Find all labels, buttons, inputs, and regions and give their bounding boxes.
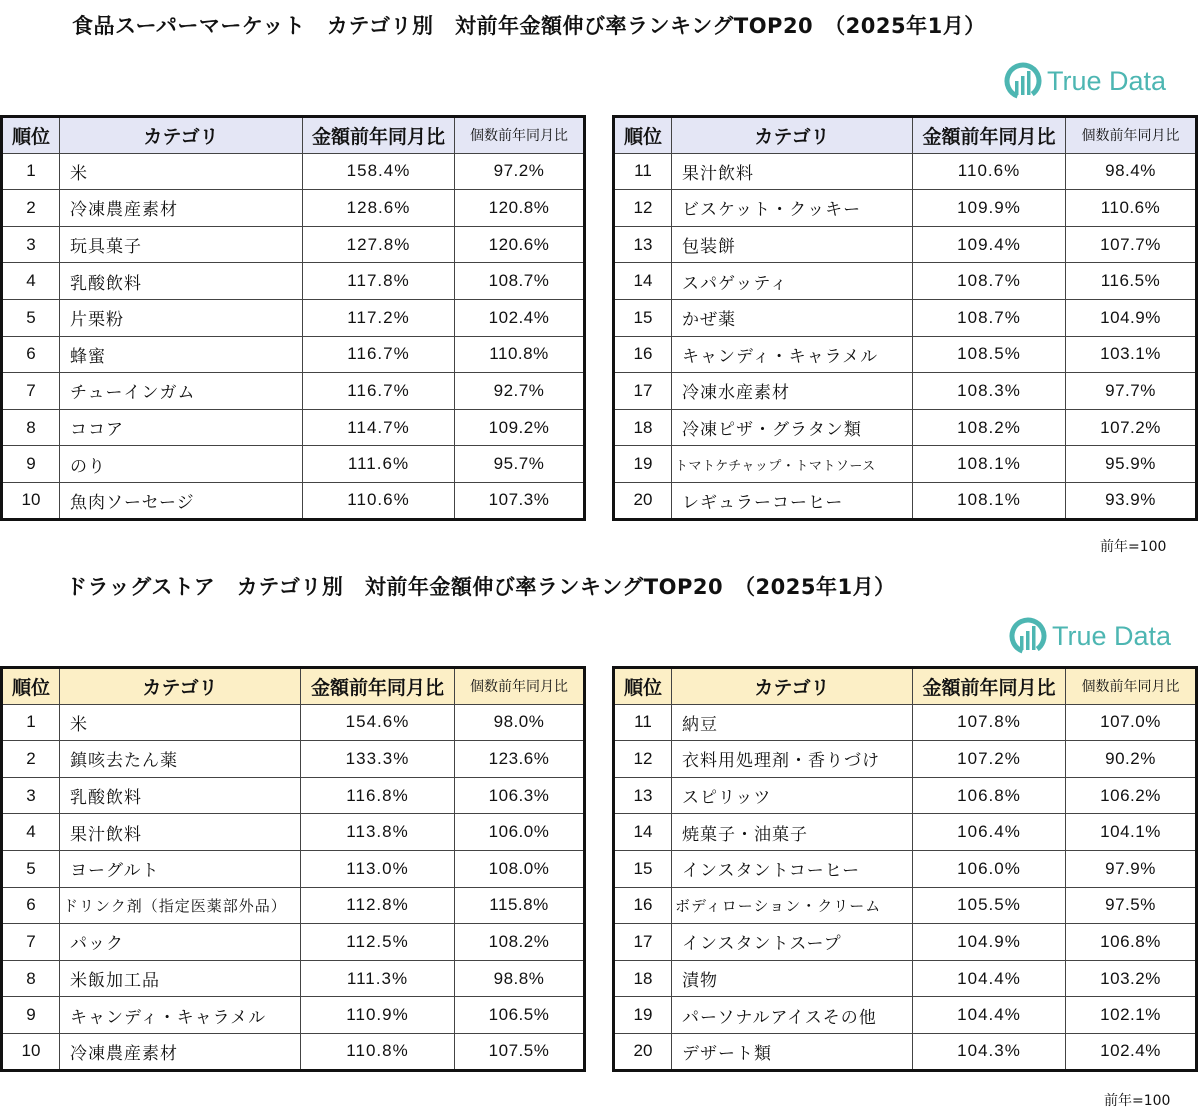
category-cell: 片栗粉: [60, 299, 303, 336]
truedata-logo: [1003, 61, 1166, 101]
rank-cell: 15: [614, 299, 672, 336]
category-cell: のり: [60, 446, 303, 483]
category-cell: キャンディ・キャラメル: [60, 997, 301, 1034]
amount-cell: 127.8%: [303, 226, 455, 263]
header-amount-yoy: 金額前年同月比: [913, 117, 1066, 154]
table-row: [2, 226, 585, 263]
quantity-cell: 120.6%: [455, 226, 585, 263]
header-amount-yoy: 金額前年同月比: [303, 117, 455, 154]
amount-cell: 113.8%: [301, 814, 455, 851]
quantity-cell: 104.1%: [1066, 814, 1197, 851]
table-row: [614, 887, 1197, 924]
category-cell: ヨーグルト: [60, 850, 301, 887]
table-row: [2, 263, 585, 300]
truedata-logo: [1008, 616, 1171, 656]
category-cell: 冷凍農産素材: [60, 190, 303, 227]
amount-cell: 107.2%: [913, 741, 1066, 778]
amount-cell: 104.3%: [913, 1033, 1066, 1070]
quantity-cell: 107.0%: [1066, 704, 1197, 741]
category-cell: インスタントコーヒー: [672, 850, 913, 887]
header-rank: 順位: [614, 117, 672, 154]
header-rank: 順位: [2, 668, 60, 705]
quantity-cell: 106.0%: [455, 814, 585, 851]
amount-cell: 128.6%: [303, 190, 455, 227]
quantity-cell: 110.6%: [1066, 190, 1197, 227]
table-row: [2, 153, 585, 190]
quantity-cell: 90.2%: [1066, 741, 1197, 778]
category-cell: かぜ薬: [672, 299, 913, 336]
amount-cell: 108.1%: [913, 482, 1066, 519]
quantity-cell: 102.1%: [1066, 997, 1197, 1034]
category-cell: ビスケット・クッキー: [672, 190, 913, 227]
rank-cell: 17: [614, 924, 672, 961]
category-cell: パーソナルアイスその他: [672, 997, 913, 1034]
table-row: [2, 190, 585, 227]
rank-cell: 19: [614, 446, 672, 483]
table-row: [614, 924, 1197, 961]
amount-cell: 109.9%: [913, 190, 1066, 227]
amount-cell: 108.2%: [913, 409, 1066, 446]
baseline-note: 前年=100: [1104, 1093, 1171, 1109]
table-row: [614, 777, 1197, 814]
rank-cell: 1: [2, 153, 60, 190]
drugstore-title: ドラッグストア カテゴリ別 対前年金額伸び率ランキングTOP20 （2025年1月）: [66, 575, 896, 599]
rank-cell: 12: [614, 741, 672, 778]
quantity-cell: 98.4%: [1066, 153, 1197, 190]
category-cell: ボディローション・クリーム: [672, 887, 913, 924]
amount-cell: 110.8%: [301, 1033, 455, 1070]
rank-cell: 16: [614, 887, 672, 924]
category-cell: パック: [60, 924, 301, 961]
quantity-cell: 98.0%: [455, 704, 585, 741]
table-row: [614, 1033, 1197, 1070]
amount-cell: 116.7%: [303, 336, 455, 373]
rank-cell: 14: [614, 263, 672, 300]
rank-cell: 18: [614, 960, 672, 997]
amount-cell: 114.7%: [303, 409, 455, 446]
quantity-cell: 102.4%: [455, 299, 585, 336]
amount-cell: 108.7%: [913, 299, 1066, 336]
amount-cell: 110.6%: [303, 482, 455, 519]
amount-cell: 154.6%: [301, 704, 455, 741]
table-row: [2, 373, 585, 410]
quantity-cell: 103.1%: [1066, 336, 1197, 373]
amount-cell: 111.6%: [303, 446, 455, 483]
table-row: [2, 997, 585, 1034]
quantity-cell: 106.2%: [1066, 777, 1197, 814]
rank-cell: 4: [2, 814, 60, 851]
category-cell: スパゲッティ: [672, 263, 913, 300]
rank-cell: 2: [2, 190, 60, 227]
category-cell: 米飯加工品: [60, 960, 301, 997]
amount-cell: 110.9%: [301, 997, 455, 1034]
category-cell: 玩具菓子: [60, 226, 303, 263]
category-cell: 乳酸飲料: [60, 777, 301, 814]
amount-cell: 104.9%: [913, 924, 1066, 961]
header-amount-yoy: 金額前年同月比: [913, 668, 1066, 705]
category-cell: 米: [60, 704, 301, 741]
amount-cell: 105.5%: [913, 887, 1066, 924]
category-cell: 魚肉ソーセージ: [60, 482, 303, 519]
category-cell: 果汁飲料: [60, 814, 301, 851]
quantity-cell: 115.8%: [455, 887, 585, 924]
table-row: [614, 814, 1197, 851]
header-category: カテゴリ: [60, 668, 301, 705]
amount-cell: 110.6%: [913, 153, 1066, 190]
category-cell: チューインガム: [60, 373, 303, 410]
table-header-row: [614, 117, 1197, 154]
quantity-cell: 97.2%: [455, 153, 585, 190]
drugstore-table-right: [612, 666, 1198, 1072]
rank-cell: 17: [614, 373, 672, 410]
table-row: [2, 777, 585, 814]
rank-cell: 3: [2, 226, 60, 263]
category-cell: 果汁飲料: [672, 153, 913, 190]
quantity-cell: 120.8%: [455, 190, 585, 227]
supermarket-table-left: [0, 115, 586, 521]
quantity-cell: 107.7%: [1066, 226, 1197, 263]
rank-cell: 8: [2, 409, 60, 446]
table-row: [614, 997, 1197, 1034]
table-row: [2, 741, 585, 778]
table-row: [614, 741, 1197, 778]
amount-cell: 108.1%: [913, 446, 1066, 483]
table-row: [614, 960, 1197, 997]
category-cell: 漬物: [672, 960, 913, 997]
quantity-cell: 107.3%: [455, 482, 585, 519]
amount-cell: 109.4%: [913, 226, 1066, 263]
rank-cell: 13: [614, 777, 672, 814]
quantity-cell: 92.7%: [455, 373, 585, 410]
rank-cell: 4: [2, 263, 60, 300]
category-cell: トマトケチャップ・トマトソース: [672, 446, 913, 483]
category-cell: インスタントスープ: [672, 924, 913, 961]
drugstore-table-left: [0, 666, 586, 1072]
quantity-cell: 116.5%: [1066, 263, 1197, 300]
quantity-cell: 98.8%: [455, 960, 585, 997]
table-row: [2, 814, 585, 851]
table-row: [2, 960, 585, 997]
rank-cell: 6: [2, 336, 60, 373]
supermarket-table-right: [612, 115, 1198, 521]
amount-cell: 112.5%: [301, 924, 455, 961]
category-cell: 鎮咳去たん薬: [60, 741, 301, 778]
quantity-cell: 103.2%: [1066, 960, 1197, 997]
quantity-cell: 95.7%: [455, 446, 585, 483]
table-row: [614, 299, 1197, 336]
truedata-logo-text: True Data: [1052, 620, 1172, 651]
rank-cell: 20: [614, 482, 672, 519]
supermarket-title: 食品スーパーマーケット カテゴリ別 対前年金額伸び率ランキングTOP20 （2025年1月）: [72, 14, 986, 38]
header-rank: 順位: [2, 117, 60, 154]
category-cell: ドリンク剤（指定医薬部外品）: [60, 887, 301, 924]
amount-cell: 104.4%: [913, 997, 1066, 1034]
rank-cell: 13: [614, 226, 672, 263]
quantity-cell: 97.9%: [1066, 850, 1197, 887]
amount-cell: 112.8%: [301, 887, 455, 924]
quantity-cell: 108.0%: [455, 850, 585, 887]
table-row: [614, 373, 1197, 410]
amount-cell: 104.4%: [913, 960, 1066, 997]
amount-cell: 108.3%: [913, 373, 1066, 410]
quantity-cell: 106.5%: [455, 997, 585, 1034]
category-cell: 焼菓子・油菓子: [672, 814, 913, 851]
amount-cell: 108.5%: [913, 336, 1066, 373]
table-row: [614, 850, 1197, 887]
amount-cell: 133.3%: [301, 741, 455, 778]
header-category: カテゴリ: [672, 668, 913, 705]
table-row: [614, 190, 1197, 227]
table-row: [2, 299, 585, 336]
rank-cell: 9: [2, 997, 60, 1034]
rank-cell: 11: [614, 153, 672, 190]
category-cell: 冷凍水産素材: [672, 373, 913, 410]
table-row: [2, 704, 585, 741]
quantity-cell: 123.6%: [455, 741, 585, 778]
amount-cell: 111.3%: [301, 960, 455, 997]
rank-cell: 7: [2, 924, 60, 961]
rank-cell: 18: [614, 409, 672, 446]
amount-cell: 106.0%: [913, 850, 1066, 887]
table-row: [614, 153, 1197, 190]
amount-cell: 108.7%: [913, 263, 1066, 300]
amount-cell: 117.2%: [303, 299, 455, 336]
header-category: カテゴリ: [60, 117, 303, 154]
amount-cell: 106.4%: [913, 814, 1066, 851]
category-cell: 包装餅: [672, 226, 913, 263]
amount-cell: 116.8%: [301, 777, 455, 814]
table-row: [2, 924, 585, 961]
quantity-cell: 108.2%: [455, 924, 585, 961]
table-row: [2, 850, 585, 887]
rank-cell: 16: [614, 336, 672, 373]
rank-cell: 2: [2, 741, 60, 778]
rank-cell: 15: [614, 850, 672, 887]
quantity-cell: 106.8%: [1066, 924, 1197, 961]
amount-cell: 107.8%: [913, 704, 1066, 741]
table-row: [614, 482, 1197, 519]
quantity-cell: 107.2%: [1066, 409, 1197, 446]
rank-cell: 5: [2, 299, 60, 336]
table-row: [614, 704, 1197, 741]
table-header-row: [2, 117, 585, 154]
rank-cell: 12: [614, 190, 672, 227]
rank-cell: 10: [2, 482, 60, 519]
header-quantity-yoy: 個数前年同月比: [455, 668, 585, 705]
truedata-logo-icon: [1003, 61, 1043, 101]
table-row: [2, 409, 585, 446]
quantity-cell: 93.9%: [1066, 482, 1197, 519]
rank-cell: 8: [2, 960, 60, 997]
rank-cell: 3: [2, 777, 60, 814]
truedata-logo-icon: [1008, 616, 1048, 656]
category-cell: 蜂蜜: [60, 336, 303, 373]
header-amount-yoy: 金額前年同月比: [301, 668, 455, 705]
header-rank: 順位: [614, 668, 672, 705]
category-cell: ココア: [60, 409, 303, 446]
quantity-cell: 97.7%: [1066, 373, 1197, 410]
truedata-logo-text: True Data: [1047, 65, 1167, 96]
category-cell: 米: [60, 153, 303, 190]
category-cell: キャンディ・キャラメル: [672, 336, 913, 373]
header-category: カテゴリ: [672, 117, 913, 154]
quantity-cell: 110.8%: [455, 336, 585, 373]
rank-cell: 6: [2, 887, 60, 924]
category-cell: 衣料用処理剤・香りづけ: [672, 741, 913, 778]
table-row: [2, 482, 585, 519]
amount-cell: 158.4%: [303, 153, 455, 190]
table-row: [614, 226, 1197, 263]
rank-cell: 9: [2, 446, 60, 483]
table-row: [2, 887, 585, 924]
category-cell: スピリッツ: [672, 777, 913, 814]
quantity-cell: 108.7%: [455, 263, 585, 300]
rank-cell: 5: [2, 850, 60, 887]
rank-cell: 10: [2, 1033, 60, 1070]
category-cell: 冷凍ピザ・グラタン類: [672, 409, 913, 446]
amount-cell: 116.7%: [303, 373, 455, 410]
header-quantity-yoy: 個数前年同月比: [455, 117, 585, 154]
category-cell: 冷凍農産素材: [60, 1033, 301, 1070]
quantity-cell: 106.3%: [455, 777, 585, 814]
amount-cell: 106.8%: [913, 777, 1066, 814]
table-row: [2, 446, 585, 483]
rank-cell: 14: [614, 814, 672, 851]
category-cell: 納豆: [672, 704, 913, 741]
header-quantity-yoy: 個数前年同月比: [1066, 668, 1197, 705]
amount-cell: 113.0%: [301, 850, 455, 887]
table-row: [614, 409, 1197, 446]
quantity-cell: 104.9%: [1066, 299, 1197, 336]
table-row: [2, 336, 585, 373]
amount-cell: 117.8%: [303, 263, 455, 300]
table-row: [2, 1033, 585, 1070]
table-row: [614, 446, 1197, 483]
table-header-row: [614, 668, 1197, 705]
table-row: [614, 263, 1197, 300]
quantity-cell: 107.5%: [455, 1033, 585, 1070]
quantity-cell: 109.2%: [455, 409, 585, 446]
rank-cell: 20: [614, 1033, 672, 1070]
table-header-row: [2, 668, 585, 705]
category-cell: デザート類: [672, 1033, 913, 1070]
rank-cell: 1: [2, 704, 60, 741]
header-quantity-yoy: 個数前年同月比: [1066, 117, 1197, 154]
rank-cell: 19: [614, 997, 672, 1034]
rank-cell: 7: [2, 373, 60, 410]
rank-cell: 11: [614, 704, 672, 741]
quantity-cell: 95.9%: [1066, 446, 1197, 483]
baseline-note: 前年=100: [1100, 539, 1167, 555]
category-cell: 乳酸飲料: [60, 263, 303, 300]
quantity-cell: 102.4%: [1066, 1033, 1197, 1070]
table-row: [614, 336, 1197, 373]
category-cell: レギュラーコーヒー: [672, 482, 913, 519]
quantity-cell: 97.5%: [1066, 887, 1197, 924]
